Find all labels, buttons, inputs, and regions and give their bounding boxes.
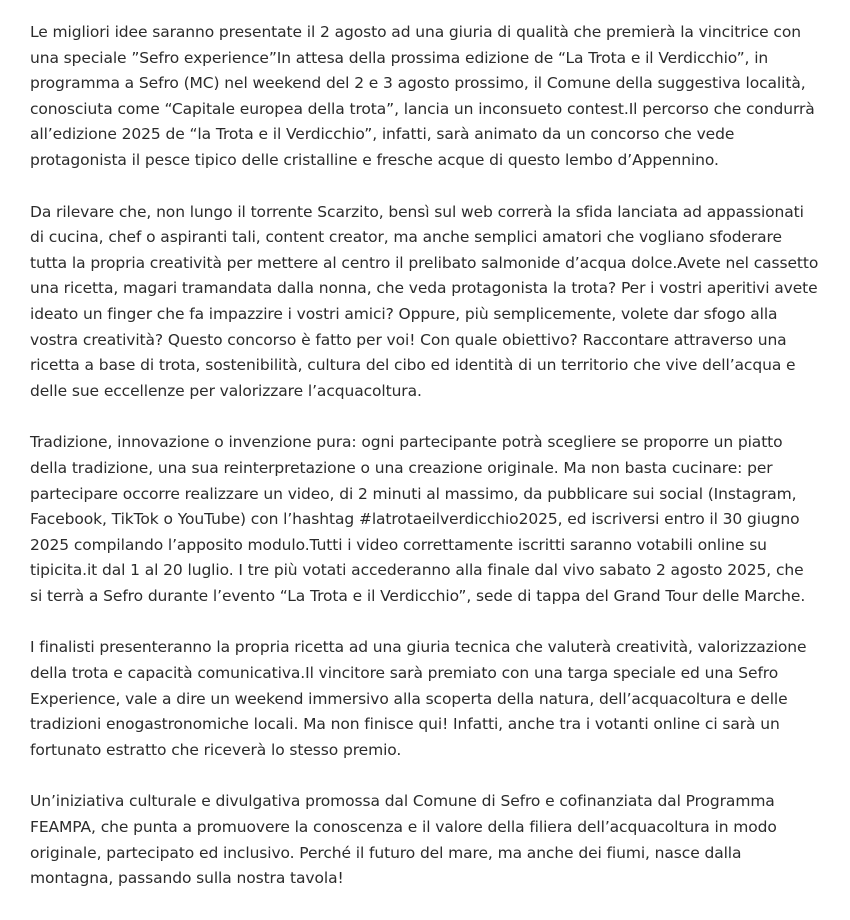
article-paragraph-4: I finalisti presenteranno la propria ricetta ad una giuria tecnica che valuterà creatività, valorizzazione della trota e capacità comunicativa.Il vincitore sarà premiato con una targa speciale ed una Sefro Experience, vale a dire un weekend immersivo alla scoperta della natura, dell’acquacoltura e delle tradizioni enogastronomiche locali. Ma non finisce qui! Infatti, anche tra i votanti online ci sarà un fortunato estratto che riceverà lo stesso premio. (30, 638, 807, 759)
article-paragraph-2: Da rilevare che, non lungo il torrente Scarzito, bensì sul web correrà la sfida lanciata ad appassionati di cucina, chef o aspiranti tali, content creator, ma anche semplici amatori che vogliano sfoderare tutta la propria creatività per mettere al centro il prelibato salmonide d’acqua dolce.Avete nel cassetto una ricetta, magari tramandata dalla nonna, che veda protagonista la trota? Per i vostri aperitivi avete ideato un finger che fa impazzire i vostri amici? Oppure, più semplicemente, volete dar sfogo alla vostra creatività? Questo concorso è fatto per voi! Con quale obiettivo? Raccontare attraverso una ricetta a base di trota, sostenibilità, cultura del cibo ed identità di un territorio che vive dell’acqua e delle sue eccellenze per valorizzare l’acquacoltura. (30, 202, 819, 400)
article-paragraph-5: Un’iniziativa culturale e divulgativa promossa dal Comune di Sefro e cofinanziata dal Programma FEAMPA, che punta a promuovere la conoscenza e il valore della filiera dell’acquacoltura in modo originale, partecipato ed inclusivo. Perché il futuro del mare, ma anche dei fiumi, nasce dalla montagna, passando sulla nostra tavola! (30, 792, 777, 888)
article-paragraph-1: Le migliori idee saranno presentate il 2 agosto ad una giuria di qualità che premierà la vincitrice con una speciale ”Sefro experience”In attesa della prossima edizione de “La Trota e il Verdicchio”, in programma a Sefro (MC) nel weekend del 2 e 3 agosto prossimo, il Comune della suggestiva località, conosciuta come “Capitale europea della trota”, lancia un inconsueto contest.Il percorso che condurrà all’edizione 2025 de “la Trota e il Verdicchio”, infatti, sarà animato da un concorso che vede protagonista il pesce tipico delle cristalline e fresche acque di questo lembo d’Appennino. (30, 23, 815, 169)
article-paragraph-3: Tradizione, innovazione o invenzione pura: ogni partecipante potrà scegliere se proporre un piatto della tradizione, una sua reinterpretazione o una creazione originale. Ma non basta cucinare: per partecipare occorre realizzare un video, di 2 minuti al massimo, da pubblicare sui social (Instagram, Facebook, TikTok o YouTube) con l’hashtag #latrotaeilverdicchio2025, ed iscriversi entro il 30 giugno 2025 compilando l’apposito modulo.Tutti i video correttamente iscritti saranno votabili online su tipicita.it dal 1 al 20 luglio. I tre più votati accederanno alla finale dal vivo sabato 2 agosto 2025, che si terrà a Sefro durante l’evento “La Trota e il Verdicchio”, sede di tappa del Grand Tour delle Marche. (30, 433, 806, 605)
